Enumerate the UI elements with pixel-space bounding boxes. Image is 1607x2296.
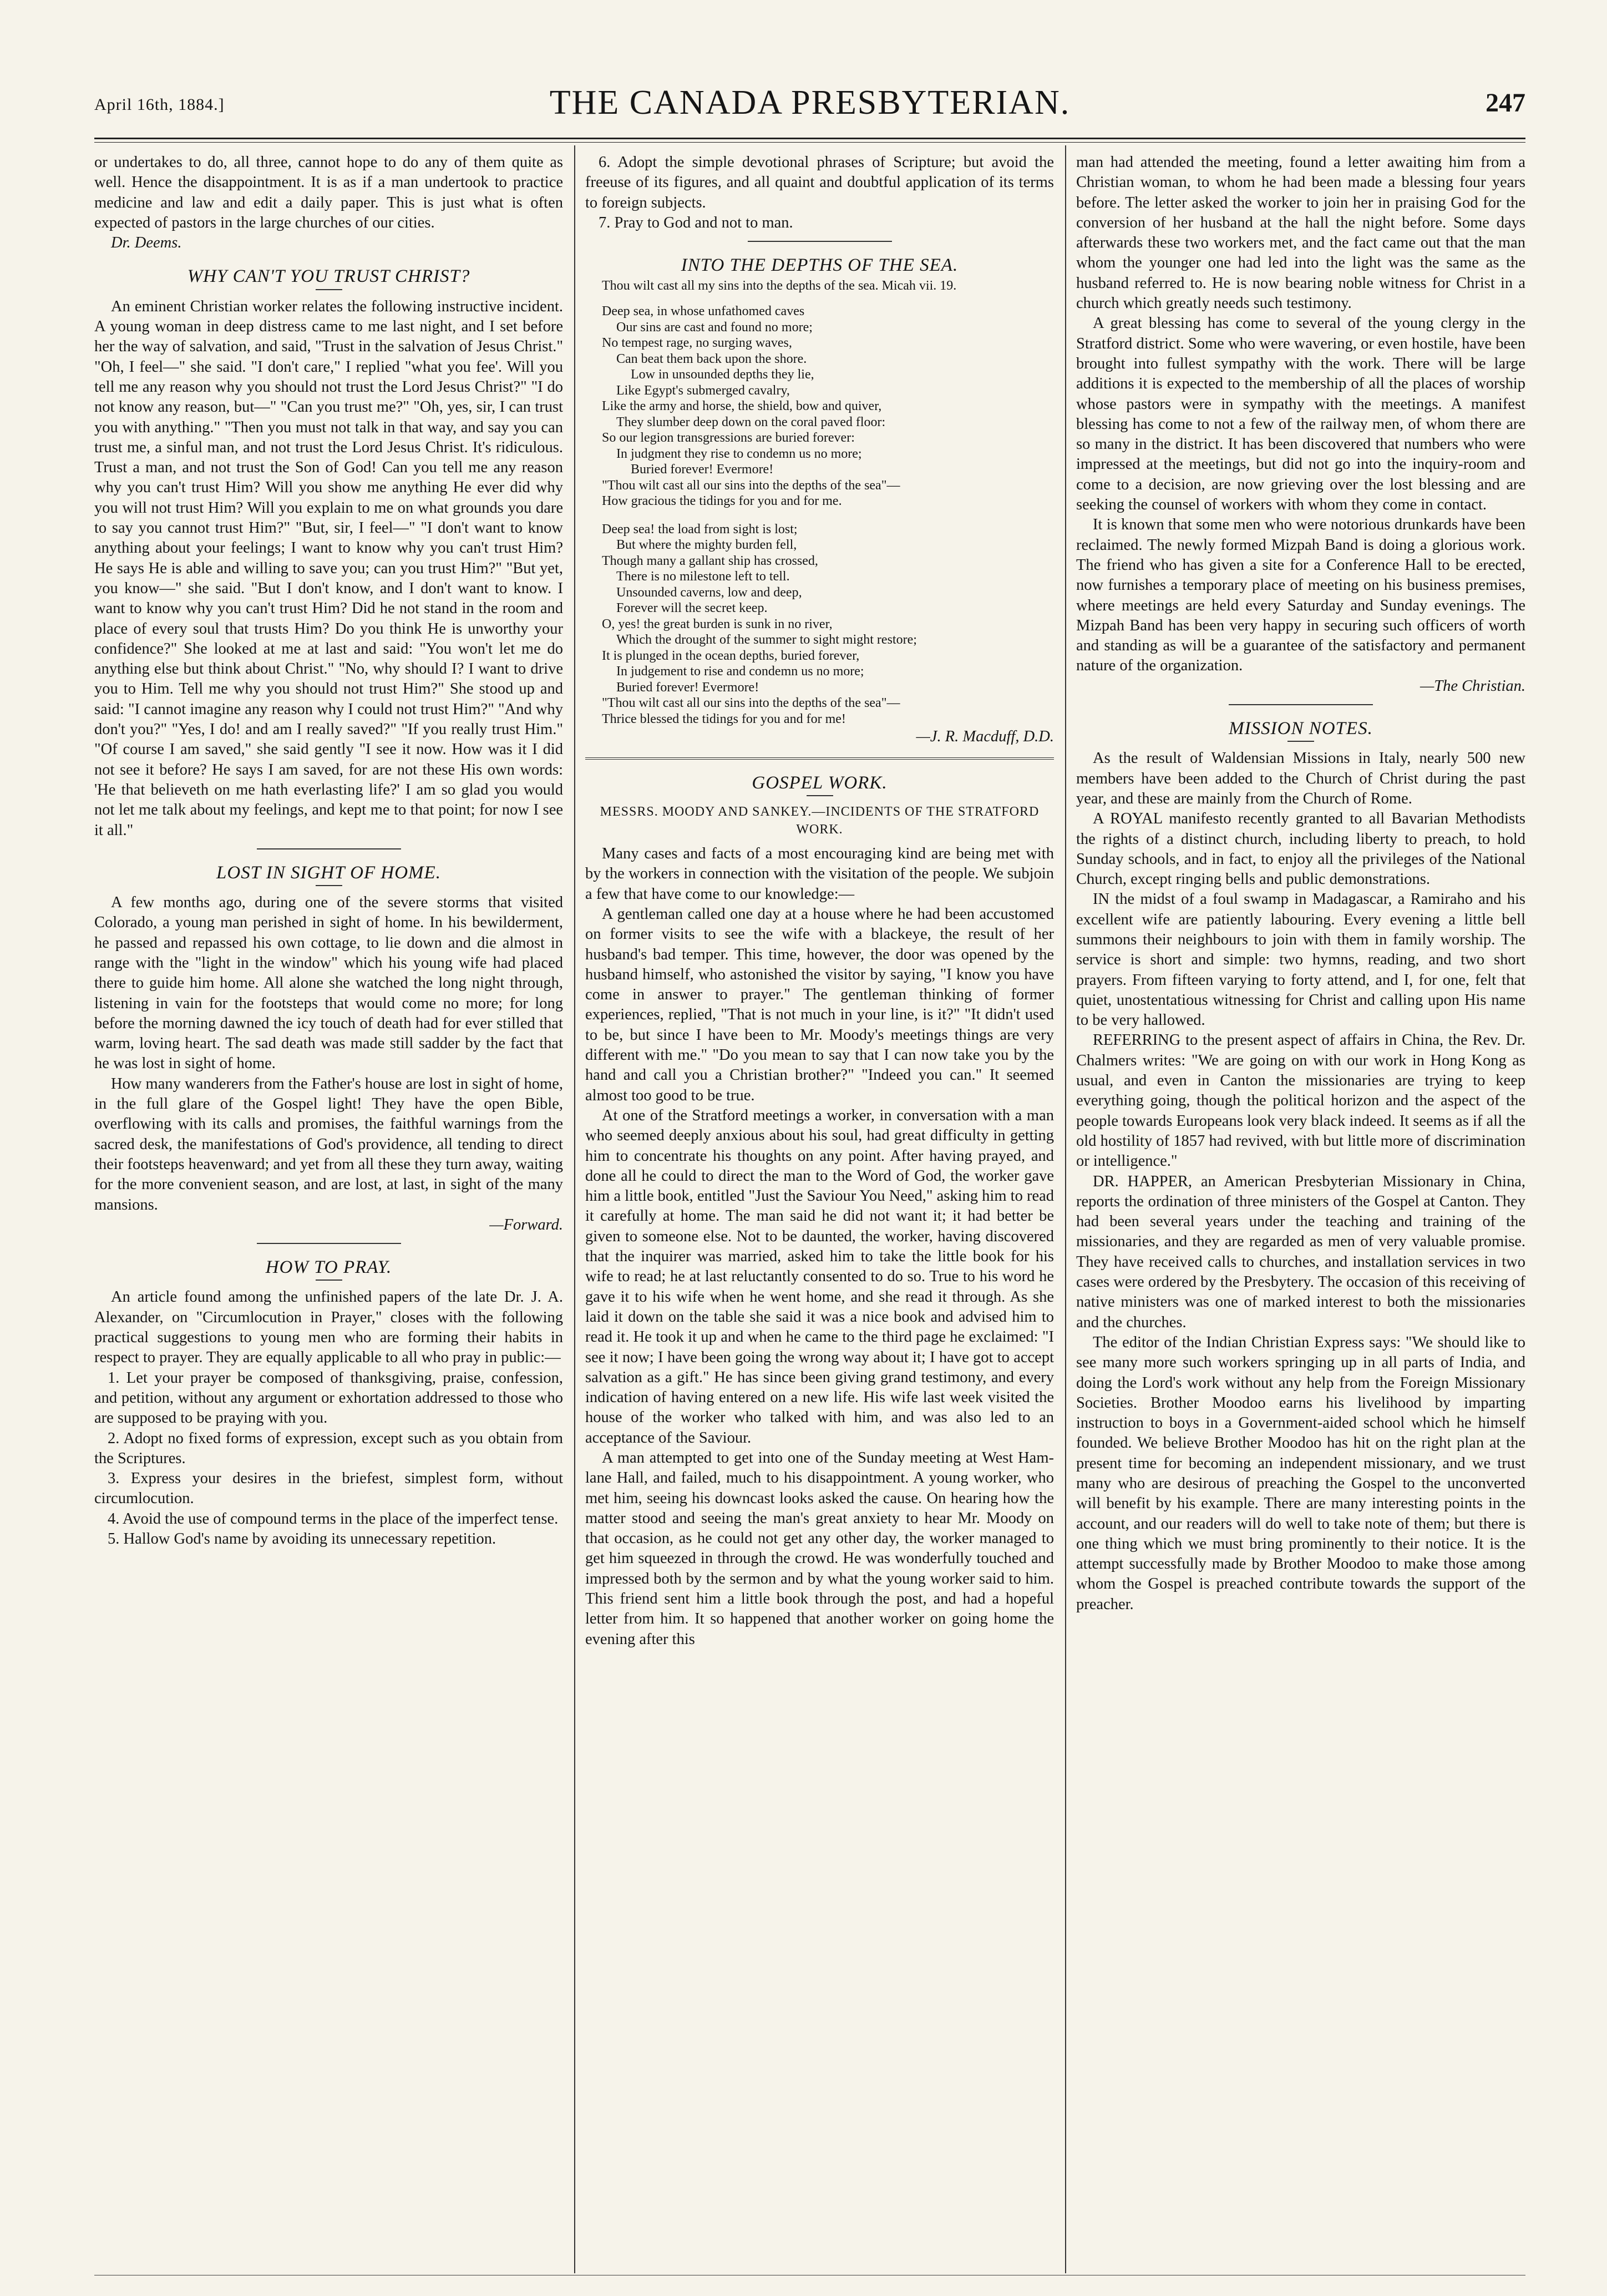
article-paragraph: An eminent Christian worker relates the following instructive incident. A young woman in deep distress came to me last night, and I set before her the way of salvation, and said, "Trust in the salvation of Jesus Christ." "Oh, I feel—" she said. "I don't care," I replied "what you fee'. Will you tell me any reason why you should not trust the Lord Jesus Christ?" "I do not know any reason, but—" "Can you trust me?" "Oh, yes, sir, I can trust you with anything." "Then you must not talk in that way, and say you can trust me, a sinful man, and not trust the Lord Jesus Christ. It's ridiculous. Trust a man, and not trust the Son of God! Can you tell me any reason why you can't trust Him? Will you show me anything He ever did why you will not trust Him? Will you explain to me on what grounds you dare to say you cannot trust Him?" "But, sir, I feel—" "I don't want to know anything about your feelings; I want to know why you can't trust Him? He says He is able and willing to save you; can you trust Him?" "But yet, you know—" she said. "But I don't know, and I don't want to know. I want to know why you can't trust Him? Did he not stand in the room and place of every soul that trusts Him? Do you think He is unworthy your confidence?" She looked at me at last and said: "You won't let me do anything else but think about Christ." "No, why should I? I want to drive you to Him. Tell me why you should not trust Him?" She stood up and said: "I cannot imagine any reason why I could not trust Him?" "And why don't you?" "Yes, I do! and am I really saved?" "If you really trust Him." "Of course I am saved," she said gently "I see it now. How was it I did not see it before? He says I am saved, for are not these His own words: 'He that believeth on me hath everlasting life?' I am so glad you would not let me talk about my feelings, and kept me to that point; for now I see it all." — [94, 297, 563, 839]
article-paragraph: It is known that some men who were notorious drunkards have been reclaimed. The newly formed Mizpah Band is doing a glorious work. The friend who has given a site for a Conference Hall to be erected, now furnishes a temporary place of meeting on his business premises, where meetings are held every Saturday and Sunday evenings. The Mizpah Band has been very happy in securing such officers of worth and standing as will be a guarantee of the satisfactory and permanent nature of the organization. — [1076, 516, 1525, 675]
article-heading-lost-in-sight: LOST IN SIGHT OF HOME. — [216, 862, 441, 883]
list-item: 5. Hallow God's name by avoiding its unnecessary repetition. — [108, 1530, 496, 1547]
poem-line: Though many a gallant ship has crossed, — [602, 553, 818, 568]
article-paragraph: A few months ago, during one of the severe storms that visited Colorado, a young man perished in sight of home. In his bewilderment, he passed and repassed his own cottage, to lie down and die almost in range with the "light in the window" which his young wife had placed there to guide him home. All alone she watched the long night through, listening in vain for the footsteps that would come no more; for long before the morning dawned the icy touch of death had for ever stilled that warm, loving heart. The sad death was made still sadder by the fact that he was lost in sight of home. — [94, 894, 563, 1073]
article-paragraph: DR. HAPPER, an American Presbyterian Missionary in China, reports the ordination of three ministers of the Gospel at Canton. They had been several years under the teaching and training of the missionaries, and they are regarded as men of very valuable promise. They have received calls to churches, and installation services in two cases were ordered by the Presbytery. The occasion of this receiving of native ministers was one of marked interest to both the missionaries and the churches. — [1076, 1172, 1525, 1331]
poem-line: No tempest rage, no surging waves, — [602, 336, 792, 351]
poem-line: "Thou wilt cast all our sins into the depths of the sea"— — [602, 696, 900, 711]
list-item: 6. Adopt the simple devotional phrases of Scripture; but avoid the freeuse of its figures, and all quaint and doubtful application of its terms to foreign subjects. — [585, 154, 1054, 211]
article-heading-how-to-pray: HOW TO PRAY. — [265, 1257, 392, 1278]
column-divider — [574, 145, 575, 2273]
poem-line: Forever will the secret keep. — [616, 601, 768, 616]
poem-line: Our sins are cast and found no more; — [616, 320, 813, 335]
heading-rule — [316, 1280, 342, 1281]
page-number: 247 — [1486, 88, 1525, 118]
heading-rule — [316, 289, 342, 290]
article-signature: —The Christian. — [1420, 677, 1525, 695]
issue-date: April 16th, 1884.] — [94, 95, 225, 114]
heading-rule — [316, 885, 342, 886]
article-heading-mission-notes: MISSION NOTES. — [1229, 719, 1373, 739]
poem-line: There is no milestone left to tell. — [616, 569, 790, 584]
article-paragraph: A ROYAL manifesto recently granted to all Bavarian Methodists the rights of a distinct church, including liberty to preach, to hold Sunday schools, and in fact, to enjoy all the privileges of the National Church, except ringing bells and public demonstrations. — [1076, 810, 1525, 888]
masthead — [94, 83, 1525, 133]
poem-line: Unsounded caverns, low and deep, — [616, 585, 802, 600]
poem-line: Deep sea, in whose unfathomed caves — [602, 304, 805, 319]
poem-line: They slumber deep down on the coral paved floor: — [616, 414, 886, 429]
section-rule — [257, 1243, 401, 1244]
article-paragraph: IN the midst of a foul swamp in Madagascar, a Ramiraho and his excellent wife are patiently labouring. Every evening a little bell summons their neighbours to join with them in family worship. The service is short and simple: two hymns, reading, and two short prayers. From fifteen varying to forty attend, and I, for one, felt that quiet, unostentatious witnessing for Christ and calling upon His name to be very hallowed. — [1076, 891, 1525, 1029]
poem-line: Which the drought of the summer to sight might restore; — [616, 633, 917, 648]
heading-rule — [1287, 741, 1314, 742]
list-item: 2. Adopt no fixed forms of expression, except such as you obtain from the Scriptures. — [94, 1429, 563, 1467]
poem-line: But where the mighty burden fell, — [616, 538, 797, 553]
article-paragraph: How many wanderers from the Father's house are lost in sight of home, in the full glare of the Gospel light! They have the open Bible, overflowing with its calls and promises, the faithful warnings from the sacred desk, the manifestations of God's providence, all tending to direct their footsteps heavenward; and yet from all these they turn away, waiting for the more convenient season, and are lost, at last, in sight of the many mansions. — [94, 1075, 563, 1213]
column-2 — [585, 153, 1054, 2267]
article-paragraph: An article found among the unfinished papers of the late Dr. J. A. Alexander, on "Circumlocution in Prayer," closes with the following practical suggestions to young men who are forming their habits in respect to prayer. They are equally applicable to all who pray in public:— — [94, 1288, 563, 1367]
poem-line: In judgment they rise to condemn us no more; — [616, 446, 862, 461]
poem — [602, 304, 1054, 727]
poem-line: How gracious the tidings for you and for me. — [602, 494, 842, 509]
list-item: 4. Avoid the use of compound terms in the place of the imperfect tense. — [108, 1510, 559, 1528]
poem-line: Can beat them back upon the shore. — [616, 351, 807, 366]
heading-rule — [807, 795, 833, 796]
poem-signature: —J. R. Macduff, D.D. — [916, 728, 1054, 746]
column-1 — [94, 153, 563, 2267]
article-paragraph: REFERRING to the present aspect of affairs in China, the Rev. Dr. Chalmers writes: "We are going on with our work in Hong Kong as usual, and even in Canton the missionaries are trying to keep everything going, though the political horizon and the aspect of the people towards Europeans look very black indeed. It seems as if all the old hostility of 1857 had revived, with but little more of discrimination or intelligence." — [1076, 1031, 1525, 1170]
poem-line: Thrice blessed the tidings for you and for me! — [602, 711, 846, 726]
list-item: 3. Express your desires in the briefest, simplest form, without circumlocution. — [94, 1470, 563, 1508]
column-3 — [1076, 153, 1525, 2267]
section-rule — [748, 241, 892, 242]
list-item: 1. Let your prayer be composed of thanksgiving, praise, confession, and petition, without any argument or exhortation addressed to those who are supposed to be praying with you. — [94, 1369, 563, 1427]
section-rule — [257, 848, 401, 849]
article-paragraph: As the result of Waldensian Missions in Italy, nearly 500 new members have been added to the Church of Christ during the past year, and these are mainly from the Church of Rome. — [1076, 750, 1525, 807]
article-subheading: MESSRS. MOODY AND SANKEY.—INCIDENTS OF THE STRATFORD WORK. — [600, 805, 1040, 837]
lead-signature: Dr. Deems. — [111, 234, 182, 252]
article-paragraph: A gentleman called one day at a house where he had been accustomed on former visits to see the wife with a blackeye, the result of her husband's bad temper. This time, however, the door was opened by the husband himself, who astonished the visitor by saying, "I know you have come in answer to prayer." The gentleman thinking of former experiences, replied, "That is not much in your line, is it?" "It didn't used to be, but since I have been to Mr. Moody's meetings things are very different with me." "Do you mean to say that I can now take you by the hand and call you a Christian brother?" "Indeed you can." It seemed almost too good to be true. — [585, 905, 1054, 1104]
article-paragraph: The editor of the Indian Christian Express says: "We should like to see many more such workers springing up in all parts of India, and doing the Lord's work without any help from the Foreign Missionary Societies. Brother Moodoo earns his livelihood by imparting instruction to boys in a Government-aided school which he himself founded. We believe Brother Moodoo has hit on the right plan at the present time for becoming an independent missionary, and we trust many who are desirous of preaching the Gospel to the unconverted will benefit by his example. There are many interesting points in the account, and our readers will do well to take note of them; but there is one thing which we must bring prominently to their notice. It is the attempt successfully made by Brother Moodoo to make those among whom the Gospel is preached contribute towards the support of the preacher. — [1076, 1333, 1525, 1613]
prayer-rules-list — [94, 1368, 563, 1550]
section-rule — [1229, 704, 1373, 705]
double-rule — [585, 757, 1054, 760]
poem-line: It is plunged in the ocean depths, buried forever, — [602, 648, 860, 663]
poem-epigraph: Thou wilt cast all my sins into the depths of the sea. Micah vii. 19. — [602, 279, 957, 294]
article-paragraph: Many cases and facts of a most encouraging kind are being met with by the workers in connection with the visitation of the people. We subjoin a few that have come to our knowledge:— — [585, 845, 1054, 903]
poem-line: Low in unsounded depths they lie, — [631, 367, 814, 382]
article-paragraph: man had attended the meeting, found a letter awaiting him from a Christian woman, to whom he had been made a blessing four years before. The letter asked the worker to join her in praising God for the conversion of her husband at the hall the night before. Some days afterwards these two workers met, and the fact came out that the man whom the younger one had led into the light was the same as the husband referred to. He is now bearing noble witness for Christ in a church which greatly needs such testimony. — [1076, 154, 1525, 312]
poem-line: "Thou wilt cast all our sins into the depths of the sea"— — [602, 478, 900, 493]
poem-line: Like Egypt's submerged cavalry, — [616, 383, 790, 398]
article-heading-gospel-work: GOSPEL WORK. — [752, 772, 888, 793]
article-paragraph: At one of the Stratford meetings a worker, in conversation with a man who seemed deeply anxious about his soul, had great difficulty in getting him to concentrate his thoughts on any point. After having prayed, and done all he could to direct the man to the Word of God, the worker gave him a little book, entitled "Just the Saviour You Need," asking him to read it carefully at home. The man said he did not want it; it had better be given to someone else. Not to be daunted, the worker, having discovered that the inquirer was married, asked him to take the little book for his wife to read; he at last reluctantly consented to do so. True to his word he gave it to his wife when he went home, and she read it through. As she laid it down on the table she said it was a nice book and advised him to read it. He took it up and when he came to the third page he exclaimed: "I see it now; I have been going the wrong way about it; I have got to accept salvation as a gift." He has since been giving grand testimony, and every indication of having entered on a new life. His wife last week visited the house of the worker who talked with him, and was also led to an acceptance of the Saviour. — [585, 1106, 1054, 1447]
article-signature: —Forward. — [489, 1216, 563, 1233]
column-divider — [1065, 145, 1066, 2273]
poem-line: Buried forever! Evermore! — [616, 680, 759, 695]
article-paragraph: A great blessing has come to several of the young clergy in the Stratford district. Some who were wavering, or even hostile, have been brought into fullest sympathy with the work. There will be large additions it is expected to the membership of all the places of worship whose pastors were in sympathy with the meetings. A manifest blessing has come to not a few of the railway men, of whom there are so many in the district. It has been discovered that numbers who were impressed at the meetings, but did not go into the inquiry-room and come to a decision, are now grieving over the lost blessing and are seeking the counsel of workers with whom they come in contact. — [1076, 315, 1525, 514]
lead-paragraph: or undertakes to do, all three, cannot hope to do any of them quite as well. Hence the disappointment. It is as if a man undertook to practice medicine and law and edit a daily paper. This is just what is often expected of pastors in the large churches of our cities. — [94, 154, 563, 231]
newspaper-title: THE CANADA PRESBYTERIAN. — [549, 84, 1071, 122]
poem-line: Deep sea! the load from sight is lost; — [602, 522, 798, 537]
masthead-rule — [94, 138, 1525, 143]
poem-line: O, yes! the great burden is sunk in no river, — [602, 616, 833, 631]
poem-line: In judgement to rise and condemn us no more; — [616, 664, 864, 679]
list-item: 7. Pray to God and not to man. — [599, 214, 793, 231]
article-heading-trust-christ: WHY CAN'T YOU TRUST CHRIST? — [187, 266, 470, 287]
article-paragraph: A man attempted to get into one of the Sunday meeting at West Ham-lane Hall, and failed, much to his disappointment. A young worker, who met him, seeing his downcast looks asked the cause. On hearing how the matter stood and seeing the man's great anxiety to hear Mr. Moody on that occasion, as he could not get any other day, the worker managed to get him squeezed in through the crowd. He was wonderfully touched and impressed both by the sermon and by what the young worker said to him. This friend sent him a little book through the post, and had a hopeful letter from him. It so happened that another worker on going home the evening after this — [585, 1449, 1054, 1648]
poem-line: So our legion transgressions are buried forever: — [602, 431, 855, 446]
poem-line: Like the army and horse, the shield, bow and quiver, — [602, 399, 882, 414]
poem-line: Buried forever! Evermore! — [631, 462, 774, 477]
prayer-rules-list-continued — [585, 153, 1054, 233]
poem-heading: INTO THE DEPTHS OF THE SEA. — [681, 255, 959, 276]
